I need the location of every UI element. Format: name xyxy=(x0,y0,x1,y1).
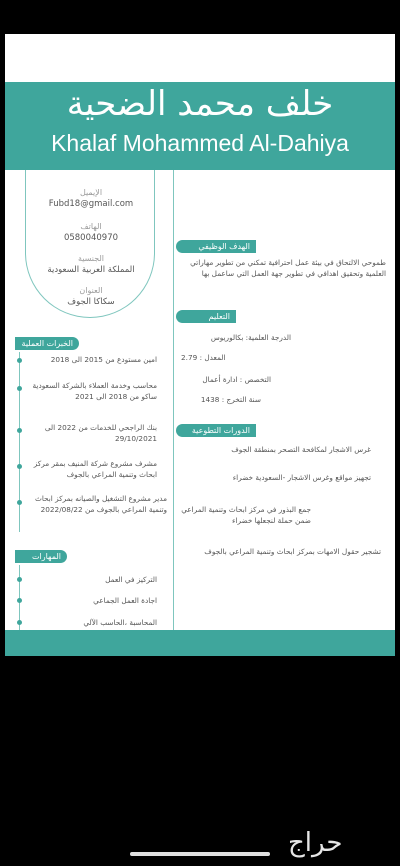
skill-item: التركيز في العمل xyxy=(105,575,157,584)
experience-item: محاسب وخدمة العملاء بالشركة السعودية ساكو من 2018 الى 2021 xyxy=(32,381,157,401)
volunteer-item: تشجير حقول الامهات بمركز ابحاث وتنمية المراعي بالجوف xyxy=(204,547,381,556)
experience-item: بنك الراجحي للخدمات من 2022 الى 29/10/2021 xyxy=(44,423,157,443)
nationality-value: المملكة العربية السعودية xyxy=(47,265,135,275)
volunteer-item: تجهيز مواقع وغرس الاشجار -السعودية خضراء xyxy=(232,473,371,482)
timeline-dot xyxy=(17,386,22,391)
resume-image xyxy=(5,34,395,656)
volunteer-heading: الدورات التطوعية xyxy=(176,424,256,437)
objective-heading: الهدف الوظيفي xyxy=(176,240,256,253)
left-column xyxy=(5,170,170,630)
resume-header xyxy=(5,34,395,170)
education-item: التخصص : ادارة أعمال xyxy=(202,375,271,384)
address-value: سكاكا الجوف xyxy=(67,297,115,307)
experience-heading: الخبرات العملية xyxy=(15,337,79,350)
timeline-dot xyxy=(17,598,22,603)
address-label: العنوان xyxy=(79,286,103,295)
timeline-dot xyxy=(17,577,22,582)
timeline-dot xyxy=(17,358,22,363)
timeline-dot xyxy=(17,428,22,433)
name-english: Khalaf Mohammed Al-Dahiya xyxy=(51,130,349,156)
timeline-dot xyxy=(17,464,22,469)
timeline-dot xyxy=(17,500,22,505)
phone-value: 0580040970 xyxy=(63,233,119,243)
footer-band xyxy=(5,630,395,656)
education-item: سنة التخرج : 1438 xyxy=(200,395,261,404)
volunteer-item: جمع البذور في مركز ابحاث وتنمية المراعي ضمن حملة لنجعلها خضراء xyxy=(181,505,311,525)
nationality-label: الجنسية xyxy=(77,254,105,263)
timeline-dot xyxy=(17,620,22,625)
experience-item: مشرف مشروع شركة المنيف بمقر مركز ابحاث وتنمية المراعي بالجوف xyxy=(33,459,157,479)
email-label: الإيميل xyxy=(79,188,103,197)
skill-item: المحاسبة ،الحاسب الآلي xyxy=(83,618,157,627)
haraj-logo: حراج xyxy=(288,828,343,858)
column-divider xyxy=(173,170,174,630)
volunteer-item: غرس الاشجار لمكافحة التصحر بمنطقة الجوف xyxy=(231,445,371,454)
email-value: Fubd18@gmail.com xyxy=(48,199,134,209)
education-heading: التعليم xyxy=(176,310,236,323)
objective-text: طموحي الالتحاق في بيئة عمل احترافية تمكني من تطوير مهاراتي العلمية وتحقيق اهدافي في تطوير جهة العمل التي ساعمل بها xyxy=(190,258,386,278)
experience-item: مدير مشروع التشغيل والصيانه بمركز ابحاث وتنمية المراعي بالجوف من 2022/08/22 xyxy=(34,494,167,514)
contact-card xyxy=(25,170,155,318)
home-indicator[interactable] xyxy=(130,852,270,856)
name-arabic: خلف محمد الضحية xyxy=(66,84,334,124)
experience-timeline xyxy=(19,352,20,532)
skills-heading: المهارات xyxy=(15,550,67,563)
education-item: الدرجة العلمية: بكالوريوس xyxy=(210,333,291,342)
top-bar xyxy=(0,0,400,34)
phone-label: الهاتف xyxy=(80,222,102,231)
skill-item: اجادة العمل الجماعي xyxy=(93,596,157,605)
education-item: المعدل : 2.79 xyxy=(181,353,226,362)
experience-item: امين مستودع من 2015 الى 2018 xyxy=(50,355,157,364)
